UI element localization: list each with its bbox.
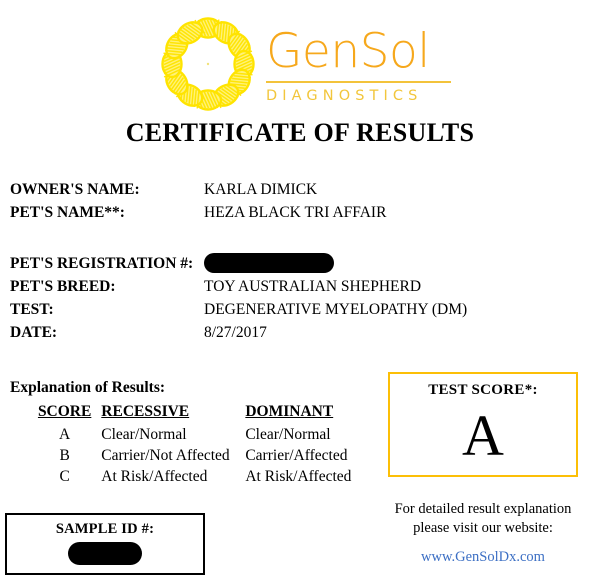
cell-dominant: At Risk/Affected bbox=[245, 468, 352, 485]
table-header-row bbox=[28, 401, 380, 424]
field-label: TEST: bbox=[10, 301, 54, 318]
field-label: PET'S NAME**: bbox=[10, 204, 125, 221]
redacted-registration-number bbox=[204, 253, 334, 273]
explanation-heading: Explanation of Results: bbox=[10, 379, 166, 396]
test-score-label: TEST SCORE*: bbox=[428, 382, 538, 398]
field-label: DATE: bbox=[10, 324, 58, 341]
field-label: PET'S BREED: bbox=[10, 278, 116, 295]
dna-circle-logo-icon bbox=[156, 16, 260, 112]
table-row bbox=[28, 445, 380, 466]
field-value: DEGENERATIVE MYELOPATHY (DM) bbox=[204, 301, 468, 318]
field-row bbox=[10, 321, 590, 344]
field-row bbox=[10, 252, 590, 275]
cell-dominant: Clear/Normal bbox=[245, 426, 331, 443]
brand-wordmark bbox=[266, 26, 456, 106]
sample-id-label: SAMPLE ID #: bbox=[55, 521, 155, 537]
score-legend-table bbox=[28, 401, 380, 487]
page-title: CERTIFICATE OF RESULTS bbox=[125, 118, 475, 147]
cell-score: C bbox=[59, 468, 70, 485]
cell-dominant: Carrier/Affected bbox=[245, 447, 348, 464]
brand-name: GenSol bbox=[266, 24, 430, 79]
footer-note-line-1: For detailed result explanation bbox=[394, 501, 572, 517]
column-header-recessive: RECESSIVE bbox=[101, 403, 190, 420]
pet-details-group bbox=[10, 252, 590, 344]
explanation-of-results bbox=[10, 377, 380, 487]
cell-recessive: Carrier/Not Affected bbox=[101, 447, 230, 464]
test-score-box bbox=[388, 372, 578, 477]
owner-info-group bbox=[10, 178, 590, 224]
cell-recessive: Clear/Normal bbox=[101, 426, 187, 443]
field-row bbox=[10, 178, 590, 201]
brand-tagline: DIAGNOSTICS bbox=[266, 88, 423, 104]
field-value: 8/27/2017 bbox=[204, 324, 267, 341]
cell-recessive: At Risk/Affected bbox=[101, 468, 208, 485]
brand-header bbox=[0, 8, 600, 110]
test-score-value: A bbox=[462, 403, 504, 468]
sample-id-box bbox=[5, 513, 205, 575]
field-value: TOY AUSTRALIAN SHEPHERD bbox=[204, 278, 422, 295]
table-row bbox=[28, 424, 380, 445]
footer-note bbox=[383, 500, 583, 538]
field-label: PET'S REGISTRATION #: bbox=[10, 255, 194, 272]
website-link[interactable]: www.GenSolDx.com bbox=[421, 549, 545, 565]
field-value: KARLA DIMICK bbox=[204, 181, 318, 198]
footer-note-line-2: please visit our website: bbox=[413, 520, 553, 536]
field-value: HEZA BLACK TRI AFFAIR bbox=[204, 204, 387, 221]
field-row bbox=[10, 298, 590, 321]
cell-score: B bbox=[59, 447, 70, 464]
field-row bbox=[10, 275, 590, 298]
redacted-sample-id bbox=[68, 542, 142, 565]
cell-score: A bbox=[59, 426, 71, 443]
column-header-dominant: DOMINANT bbox=[245, 403, 334, 420]
field-label: OWNER'S NAME: bbox=[10, 181, 140, 198]
column-header-score: SCORE bbox=[37, 403, 92, 420]
table-row bbox=[28, 466, 380, 487]
field-row bbox=[10, 201, 590, 224]
